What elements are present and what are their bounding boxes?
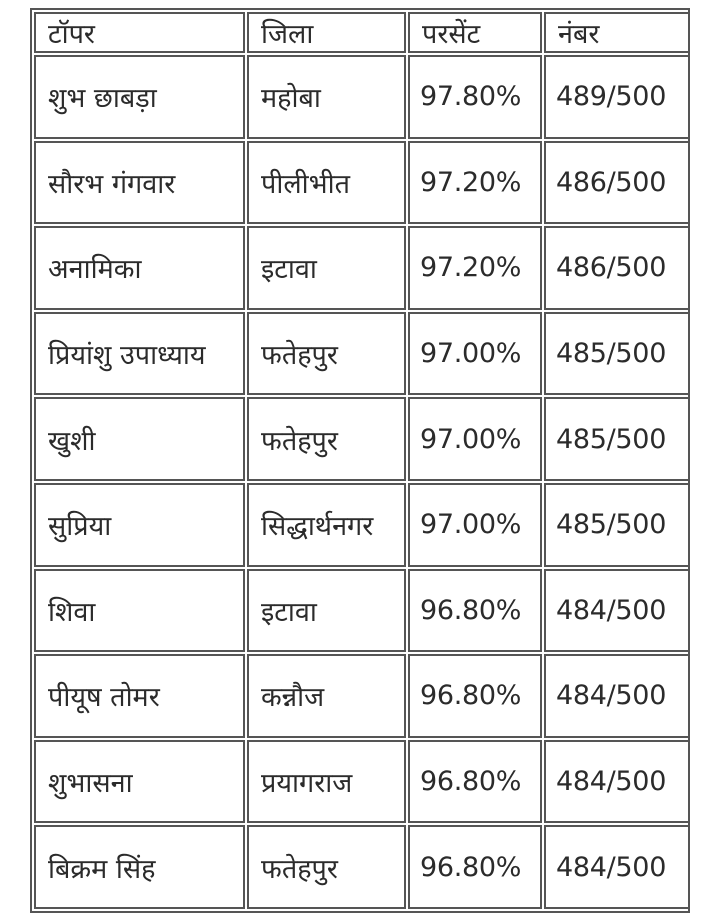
cell-marks: 485/500 (544, 397, 690, 481)
cell-district: इटावा (247, 226, 406, 310)
table-row (34, 397, 690, 481)
cell-topper: पीयूष तोमर (34, 654, 245, 738)
table-row (34, 569, 690, 653)
cell-percent: 97.20% (408, 226, 542, 310)
header-topper: टॉपर (34, 12, 245, 53)
table-row (34, 312, 690, 396)
table-row (34, 141, 690, 225)
cell-district: पीलीभीत (247, 141, 406, 225)
table-row (34, 226, 690, 310)
cell-topper: सौरभ गंगवार (34, 141, 245, 225)
table-row (34, 740, 690, 824)
cell-district: इटावा (247, 569, 406, 653)
cell-marks: 484/500 (544, 825, 690, 909)
table-row (34, 825, 690, 909)
cell-percent: 97.80% (408, 55, 542, 139)
table-row (34, 483, 690, 567)
toppers-table (32, 10, 692, 911)
cell-topper: प्रियांशु उपाध्याय (34, 312, 245, 396)
table-row (34, 654, 690, 738)
cell-marks: 485/500 (544, 483, 690, 567)
cell-marks: 484/500 (544, 740, 690, 824)
cell-percent: 97.00% (408, 483, 542, 567)
cell-topper: खुशी (34, 397, 245, 481)
cell-percent: 96.80% (408, 654, 542, 738)
cell-percent: 97.00% (408, 397, 542, 481)
cell-district: प्रयागराज (247, 740, 406, 824)
cell-topper: शुभ छाबड़ा (34, 55, 245, 139)
cell-percent: 97.00% (408, 312, 542, 396)
cell-marks: 484/500 (544, 569, 690, 653)
cell-topper: बिक्रम सिंह (34, 825, 245, 909)
cell-topper: शिवा (34, 569, 245, 653)
cell-percent: 96.80% (408, 569, 542, 653)
cell-district: फतेहपुर (247, 825, 406, 909)
cell-district: फतेहपुर (247, 312, 406, 396)
header-percent: परसेंट (408, 12, 542, 53)
cell-district: सिद्धार्थनगर (247, 483, 406, 567)
cell-district: कन्नौज (247, 654, 406, 738)
table-header-row (34, 12, 690, 53)
cell-marks: 484/500 (544, 654, 690, 738)
table-row (34, 55, 690, 139)
header-district: जिला (247, 12, 406, 53)
cell-marks: 486/500 (544, 226, 690, 310)
cell-marks: 485/500 (544, 312, 690, 396)
cell-district: महोबा (247, 55, 406, 139)
cell-percent: 96.80% (408, 825, 542, 909)
cell-marks: 489/500 (544, 55, 690, 139)
cell-topper: अनामिका (34, 226, 245, 310)
header-marks: नंबर (544, 12, 690, 53)
toppers-table-container (30, 8, 690, 913)
cell-percent: 96.80% (408, 740, 542, 824)
cell-topper: शुभासना (34, 740, 245, 824)
cell-percent: 97.20% (408, 141, 542, 225)
cell-marks: 486/500 (544, 141, 690, 225)
cell-topper: सुप्रिया (34, 483, 245, 567)
cell-district: फतेहपुर (247, 397, 406, 481)
